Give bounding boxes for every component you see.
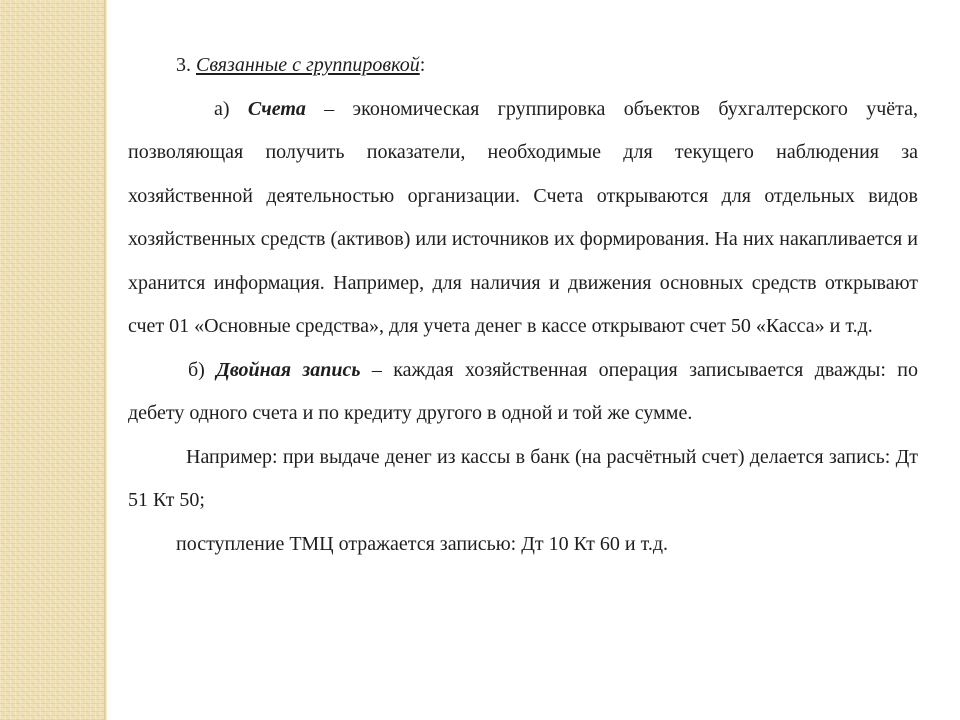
paragraph-example-2: поступление ТМЦ отражается записью: Дт 10 Кт 60 и т.д. — [176, 532, 669, 555]
paragraph-a-text: – экономическая группировка объектов бухгалтерского учёта, позволяющая получить показатели, необходимые для текущего наблюдения за хозяйственной деятельностью организации. Счета открываются для отдельных видов хозяйственных средств (активов) или источников их формирования. На них накапливается и хранится информация. Например, для наличия и движения основных средств открывают счет 01 «Основные средства», для учета денег в кассе открывают счет 50 «Касса» и т.д. — [128, 97, 919, 337]
heading-number: 3. — [176, 54, 196, 76]
heading-colon: : — [419, 54, 426, 76]
heading-title: Связанные с группировкой — [196, 54, 420, 76]
paragraph-example: Например: при выдаче денег из кассы в банк (на расчётный счет) делается запись: Дт 51 Кт 50; — [128, 445, 918, 511]
paragraph-accounts — [128, 88, 918, 349]
term-double-entry: Двойная запись — [216, 358, 361, 381]
decorative-side-band — [0, 0, 104, 720]
slide-content — [128, 44, 918, 566]
paragraph-b-text: – каждая хозяйственная операция записывается дважды: по дебету одного счета и по кредиту другого в одной и той же сумме. — [128, 358, 918, 424]
side-band-edge — [104, 0, 107, 720]
term-accounts: Счета — [247, 97, 306, 120]
section-heading — [128, 44, 918, 88]
paragraph-a-marker: а) — [214, 97, 248, 120]
paragraph-b-marker: б) — [188, 358, 217, 381]
paragraph-double-entry — [128, 349, 918, 436]
